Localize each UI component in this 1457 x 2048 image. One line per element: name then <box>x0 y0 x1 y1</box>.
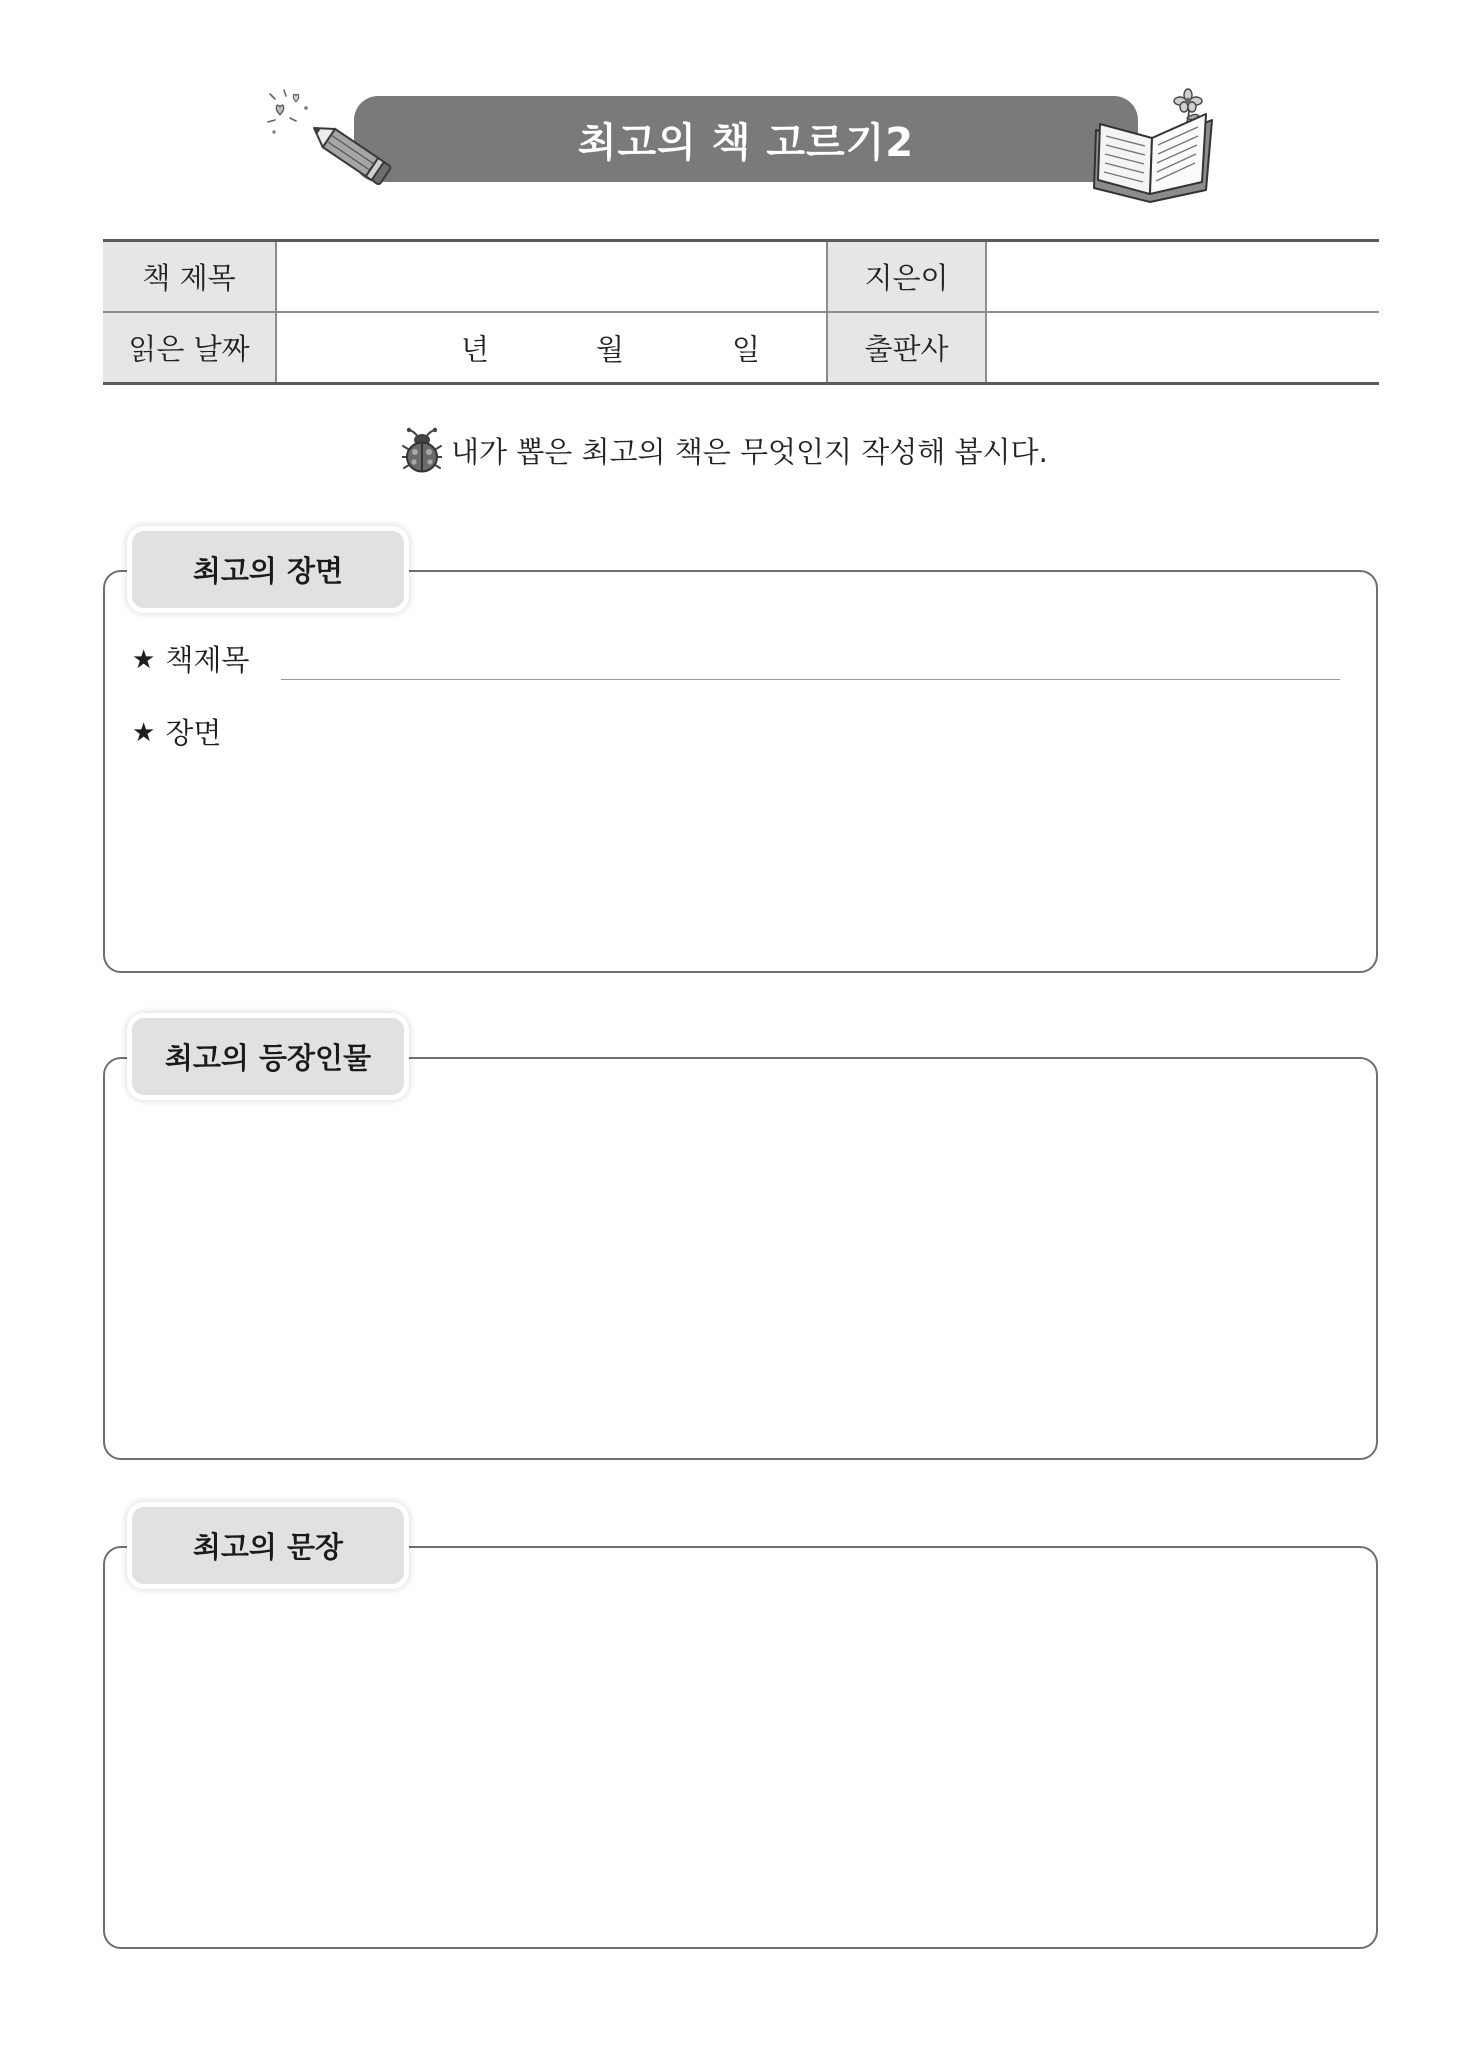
ladybug-icon <box>402 427 442 473</box>
publisher-label: 출판사 <box>828 313 987 382</box>
star-bullet: ★ <box>132 645 156 675</box>
section-best-character[interactable] <box>103 1041 1378 1460</box>
instruction-text: 내가 뽑은 최고의 책은 무엇인지 작성해 봅시다. <box>451 434 1048 469</box>
author-label: 지은이 <box>828 242 987 311</box>
section-best-sentence[interactable] <box>103 1530 1378 1949</box>
pencil-icon <box>262 86 394 190</box>
book-info-table <box>103 239 1379 385</box>
section-tab-best-scene: 최고의 장면 <box>132 531 404 608</box>
instruction <box>402 427 1048 473</box>
day-unit: 일 <box>731 332 761 366</box>
book-title-label: 책 제목 <box>103 242 277 311</box>
month-unit: 월 <box>595 332 625 366</box>
field-book-title-label: 책제목 <box>165 643 250 677</box>
field-scene <box>132 715 221 751</box>
title-banner <box>354 96 1138 182</box>
field-scene-label: 장면 <box>165 716 222 750</box>
field-book-title <box>132 642 249 678</box>
open-book-icon <box>1090 86 1218 204</box>
worksheet-title: 최고의 책 고르기2 <box>577 119 915 166</box>
read-date-field[interactable] <box>277 313 828 382</box>
sparkles-decoration <box>268 90 308 134</box>
section-best-scene[interactable] <box>103 554 1378 973</box>
section-tab-best-sentence: 최고의 문장 <box>132 1507 404 1584</box>
info-row-date-publisher <box>103 311 1379 382</box>
book-title-field[interactable] <box>277 242 828 311</box>
author-field[interactable] <box>987 242 1379 311</box>
year-unit: 년 <box>460 332 490 366</box>
read-date-label: 읽은 날짜 <box>103 313 277 382</box>
book-title-write-line[interactable] <box>281 679 1340 680</box>
info-row-title-author <box>103 242 1379 311</box>
star-bullet: ★ <box>132 718 156 748</box>
publisher-field[interactable] <box>987 313 1379 382</box>
section-tab-best-character: 최고의 등장인물 <box>132 1018 404 1095</box>
